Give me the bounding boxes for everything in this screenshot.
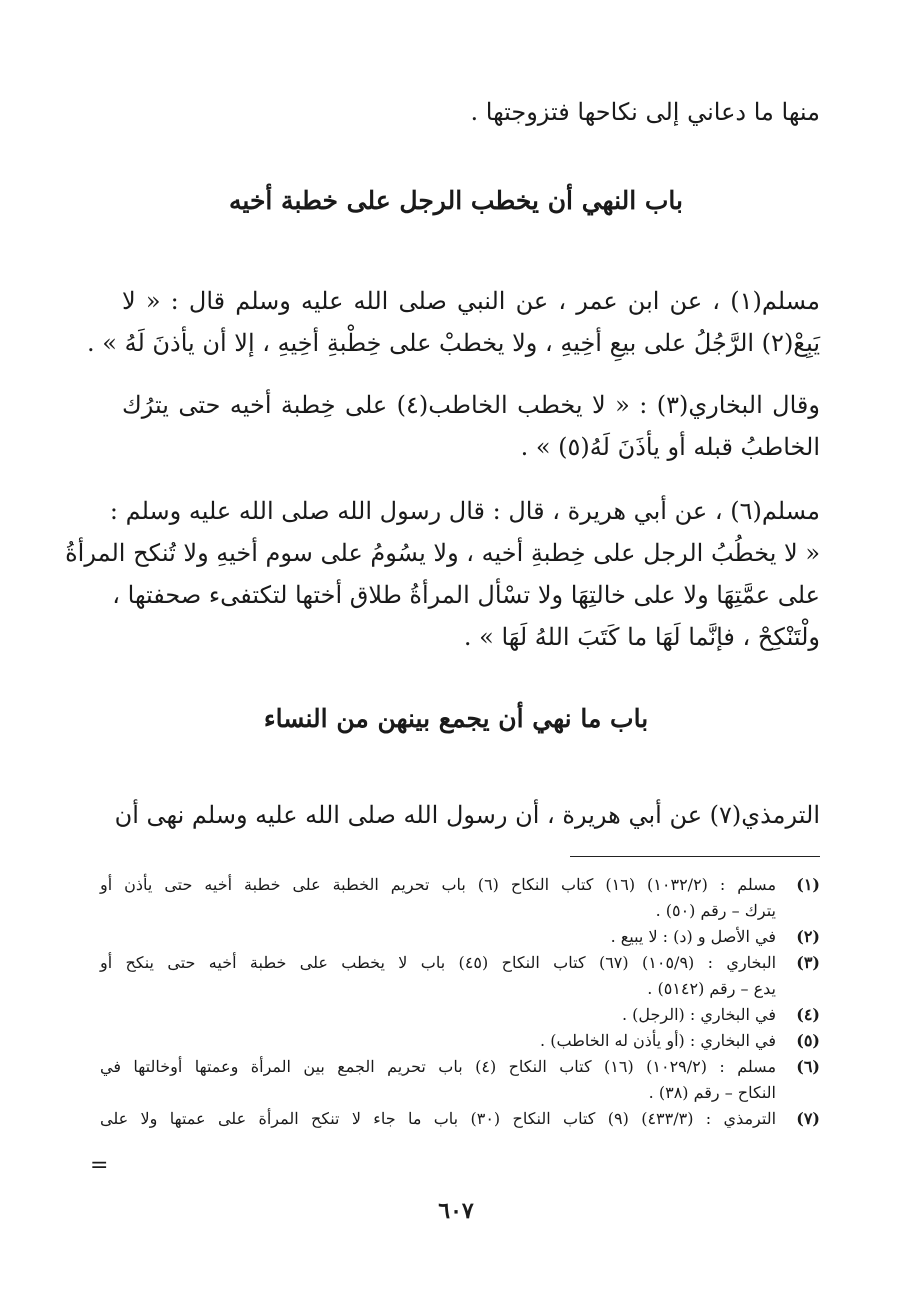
- paragraph-3-line-4: ولْتَنْكِحْ ، فإنَّما لَهَا ما كَتَبَ اللهُ لَهَا » .: [463, 623, 820, 651]
- paragraph-1-line-1: مسلم(١) ، عن ابن عمر ، عن النبي صلى الله عليه وسلم قال : « لا: [122, 287, 820, 315]
- continuation-marker: =: [90, 1153, 109, 1178]
- footnote-5: [100, 1028, 820, 1054]
- footnote-3-continued: [100, 976, 820, 1002]
- footnote-number: (٢): [796, 927, 820, 946]
- paragraph-4: [114, 794, 820, 836]
- page-number: ٦٠٧: [438, 1198, 474, 1224]
- footnote-number: (٦): [796, 1057, 820, 1076]
- footnote-number: (٥): [796, 1031, 820, 1050]
- footnote-text: البخاري : (١٠٥/٩) (٦٧) كتاب النكاح (٤٥) باب لا يخطب على خطبة أخيه حتى ينكح أو: [100, 953, 777, 972]
- footnote-7: [100, 1106, 820, 1132]
- footnote-text: مسلم : (١٠٢٩/٢) (١٦) كتاب النكاح (٤) باب تحريم الجمع بين المرأة وعمتها أوخالتها في: [100, 1057, 777, 1076]
- paragraph-3: [65, 490, 820, 658]
- footnotes: [100, 872, 820, 1132]
- paragraph-2-line-1: وقال البخاري(٣) : « لا يخطب الخاطب(٤) على خِطبة أخيه حتى يترُك: [122, 391, 820, 419]
- footnote-text: النكاح – رقم (٣٨) .: [648, 1083, 776, 1102]
- section-heading-1: باب النهي أن يخطب الرجل على خطبة أخيه: [229, 186, 683, 215]
- footnote-2: [100, 924, 820, 950]
- footnote-text: في البخاري : (أو يأذن له الخاطب) .: [540, 1031, 776, 1050]
- footnote-text: في البخاري : (الرجل) .: [621, 1005, 776, 1024]
- footnote-number: (٧): [796, 1109, 820, 1128]
- footnote-1: [100, 872, 820, 898]
- paragraph-2: [122, 384, 820, 468]
- paragraph-1: [87, 280, 820, 364]
- paragraph-1-line-2: يَبِعْ(٢) الرَّجُلُ على بيعِ أخِيهِ ، ولا يخطبْ على خِطْبةِ أخِيهِ ، إلا أن يأذنَ لَهُ » .: [87, 329, 820, 357]
- section-heading-2: باب ما نهي أن يجمع بينهن من النساء: [263, 704, 649, 733]
- footnote-separator: [570, 856, 820, 857]
- paragraph-3-line-2: « لا يخطُبُ الرجل على خِطبةِ أخيه ، ولا يسُومُ على سوم أخيهِ ولا تُنكح المرأةُ: [65, 539, 820, 567]
- footnote-text: الترمذي : (٤٣٣/٣) (٩) كتاب النكاح (٣٠) باب ما جاء لا تنكح المرأة على عمتها ولا على: [100, 1109, 777, 1128]
- footnote-text: يترك – رقم (٥٠) .: [655, 901, 776, 920]
- footnote-4: [100, 1002, 820, 1028]
- opening-line: منها ما دعاني إلى نكاحها فتزوجتها .: [470, 98, 820, 126]
- paragraph-3-line-1: مسلم(٦) ، عن أبي هريرة ، قال : قال رسول الله صلى الله عليه وسلم :: [109, 497, 820, 525]
- paragraph-2-line-2: الخاطبُ قبله أو يأذَنَ لَهُ(٥) » .: [520, 433, 820, 461]
- footnote-number: (٣): [796, 953, 820, 972]
- footnote-1-continued: [100, 898, 820, 924]
- footnote-6-continued: [100, 1080, 820, 1106]
- footnote-text: في الأصل و (د) : لا يبيع .: [610, 927, 776, 946]
- paragraph-4-line-1: الترمذي(٧) عن أبي هريرة ، أن رسول الله صلى الله عليه وسلم نهى أن: [114, 801, 820, 829]
- paragraph-3-line-3: على عمَّتِهَا ولا على خالتِهَا ولا تسْأل المرأةُ طلاق أختها لتكتفىء صحفتها ،: [112, 581, 820, 609]
- footnote-6: [100, 1054, 820, 1080]
- footnote-number: (١): [796, 875, 820, 894]
- footnote-3: [100, 950, 820, 976]
- footnote-number: (٤): [796, 1005, 820, 1024]
- footnote-text: مسلم : (١٠٣٢/٢) (١٦) كتاب النكاح (٦) باب تحريم الخطبة على خطبة أخيه حتى يأذن أو: [100, 875, 777, 894]
- footnote-text: يدع – رقم (٥١٤٢) .: [647, 979, 776, 998]
